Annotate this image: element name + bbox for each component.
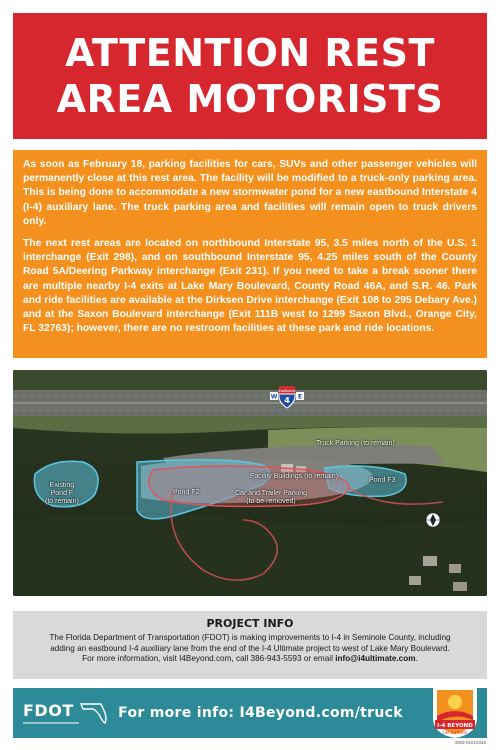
fdot-logo-text: FDOT <box>23 701 74 720</box>
rest-area-map <box>13 370 487 596</box>
shield-west-text: W <box>270 393 278 401</box>
pond-f2-label: Pond F2 <box>173 489 200 496</box>
notice-paragraph-alternatives: The next rest areas are located on northbound Interstate 95, 3.5 miles north of the U.S. 1 interchange (Exit 298), and on southbound Interstate 95, 4.25 miles south of the County Road 5A/Deering Parkway interchange (Exit 231). If you need to take a break sooner there are multiple nearby I-4 exits at Lake Mary Boulevard, County Road 46A, and S.R. 46. Park and ride facilities are available at the Dirksen Drive interchange (Exit 108 to 295 Debary Ave.) and at the Saxon Boulevard interchange (Exit 111B west to 1299 Saxon Blvd., Orange City, FL 32763); however, there are no restroom facilities at these park and ride locations. <box>23 238 477 335</box>
contact-email-link[interactable]: info@i4ultimate.com <box>335 654 416 664</box>
shield-east-text: E <box>297 393 303 401</box>
logo-line-1: I-4 BEYOND <box>437 723 473 729</box>
shield-number-text: 4 <box>284 396 290 405</box>
aerial-map-image <box>13 370 487 596</box>
car-parking-line1: Car and Trailer Parking <box>235 490 307 497</box>
footer-bar <box>13 688 487 738</box>
pond-f3-label: Pond F3 <box>369 477 396 484</box>
project-info-title: PROJECT INFO <box>206 617 294 630</box>
i4-beyond-logo-icon <box>429 684 481 740</box>
logo-line-2: THE ULTIMATE <box>442 731 468 735</box>
project-info-line2: adding an eastbound I-4 auxiliary lane from the end of the I-4 Ultimate project to west of Lake Mary Boulevard. <box>50 643 450 653</box>
existing-pond-line2: Pond F <box>50 490 74 497</box>
project-info-period: . <box>415 654 418 664</box>
truck-parking-label: Truck Parking (to remain) <box>316 440 395 447</box>
document-code: 4083-01010316 <box>454 740 486 745</box>
car-parking-line2: (to be removed) <box>246 498 296 505</box>
notice-paragraph-closure: As soon as February 18, parking facilities for cars, SUVs and other passenger vehicles will permanently close at this rest area. The facility will be modified to a truck-only parking area. This is being done to accommodate a new stormwater pond for a new eastbound Interstate 4 (I-4) auxiliary lane. The truck parking area and facilities will remain open to truck drivers only. <box>23 159 477 227</box>
title-line-1: ATTENTION REST <box>65 31 435 75</box>
notice-box <box>13 150 487 358</box>
title-line-2: AREA MOTORISTS <box>56 77 444 121</box>
existing-pond-f-label <box>45 482 79 506</box>
existing-pond-line1: Existing <box>49 482 75 489</box>
project-info-line1: The Florida Department of Transportation (FDOT) is making improvements to I-4 in Seminole County, including <box>49 633 451 642</box>
fdot-logo <box>23 699 111 727</box>
florida-outline-icon <box>23 699 111 727</box>
more-info-link[interactable]: For more info: I4Beyond.com/truck <box>118 705 403 721</box>
car-trailer-parking-label <box>235 490 307 506</box>
facility-buildings-label: Facility Buildings (to remain) <box>250 473 338 480</box>
project-info-box <box>13 611 487 679</box>
existing-pond-line3: (to remain) <box>45 498 79 505</box>
project-info-body <box>13 633 487 665</box>
project-info-line3 <box>19 654 481 665</box>
project-info-contact: For more information, visit I4Beyond.com, call 386-943-5593 or email <box>82 654 336 664</box>
title-banner <box>13 13 487 139</box>
shield-top-text: Eastbound <box>278 389 296 393</box>
